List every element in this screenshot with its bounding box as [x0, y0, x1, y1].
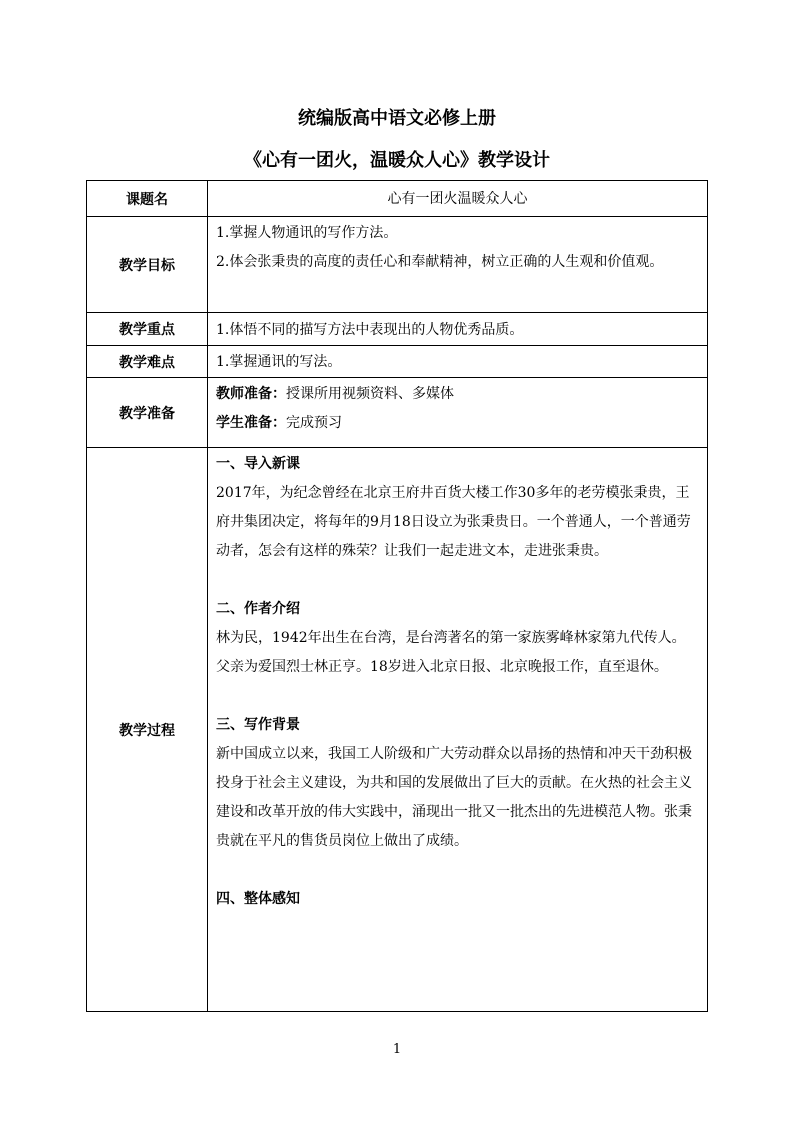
- teacher-preparation-text: 授课所用视频资料、多媒体: [286, 386, 454, 402]
- document-subtitle: 《心有一团火，温暖众人心》教学设计: [244, 150, 550, 171]
- section-text: 2017年，为纪念曾经在北京王府井百货大楼工作30多年的老劳模张秉贵，王府井集团决定，将每年的9月18日设立为张秉贵日。一个普通人，一个普通劳动者，怎会有这样的殊荣？让我们一起走进文本，走进张秉贵。: [216, 485, 691, 559]
- teacher-preparation-label: 教师准备：: [216, 386, 286, 402]
- section-text: 新中国成立以来，我国工人阶级和广大劳动群众以昂扬的热情和冲天干劲积极投身于社会主义建设，为共和国的发展做出了巨大的贡献。在火热的社会主义建设和改革开放的伟大实践中，涌现出一批又一批杰出的先进模范人物。张秉贵就在平凡的售货员岗位上做出了成绩。: [216, 746, 692, 849]
- key-points-label: 教学重点: [87, 313, 208, 346]
- goal-item: 2.体会张秉贵的高度的责任心和奉献精神，树立正确的人生观和价值观。: [216, 254, 664, 270]
- section-heading: 三、写作背景: [216, 717, 300, 733]
- lesson-plan-table: [86, 180, 708, 1012]
- preparation-content: [208, 378, 708, 448]
- student-preparation: [216, 409, 699, 438]
- topic-label: 课题名: [87, 181, 208, 217]
- student-preparation-label: 学生准备：: [216, 415, 286, 431]
- page-number: 1: [392, 1042, 402, 1057]
- table-row-preparation: [87, 378, 708, 448]
- table-row-process: [87, 448, 708, 1012]
- table-row-goals: [87, 217, 708, 313]
- preparation-label: 教学准备: [87, 378, 208, 448]
- teacher-preparation: [216, 380, 699, 409]
- difficulties-text: 1.掌握通讯的写法。: [208, 346, 708, 378]
- table-row-difficulties: [87, 346, 708, 378]
- section-heading: 一、导入新课: [216, 456, 300, 472]
- table-row-key-points: [87, 313, 708, 346]
- section-heading: 二、作者介绍: [216, 601, 300, 617]
- goal-item: 1.掌握人物通讯的写作方法。: [216, 225, 398, 241]
- student-preparation-text: 完成预习: [286, 415, 342, 431]
- document-title: 统编版高中语文必修上册: [298, 108, 496, 129]
- section-heading: 四、整体感知: [216, 891, 300, 907]
- key-points-text: 1.体悟不同的描写方法中表现出的人物优秀品质。: [208, 313, 708, 346]
- goals-content: [208, 217, 708, 313]
- section-text: 林为民，1942年出生在台湾，是台湾著名的第一家族雾峰林家第九代传人。父亲为爱国烈士林正亨。18岁进入北京日报、北京晚报工作，直至退休。: [216, 630, 686, 675]
- topic-value: 心有一团火温暖众人心: [208, 181, 708, 217]
- process-content: [208, 448, 708, 1012]
- table-row-topic: [87, 181, 708, 217]
- difficulties-label: 教学难点: [87, 346, 208, 378]
- goals-label: 教学目标: [87, 217, 208, 313]
- process-label: 教学过程: [87, 448, 208, 1012]
